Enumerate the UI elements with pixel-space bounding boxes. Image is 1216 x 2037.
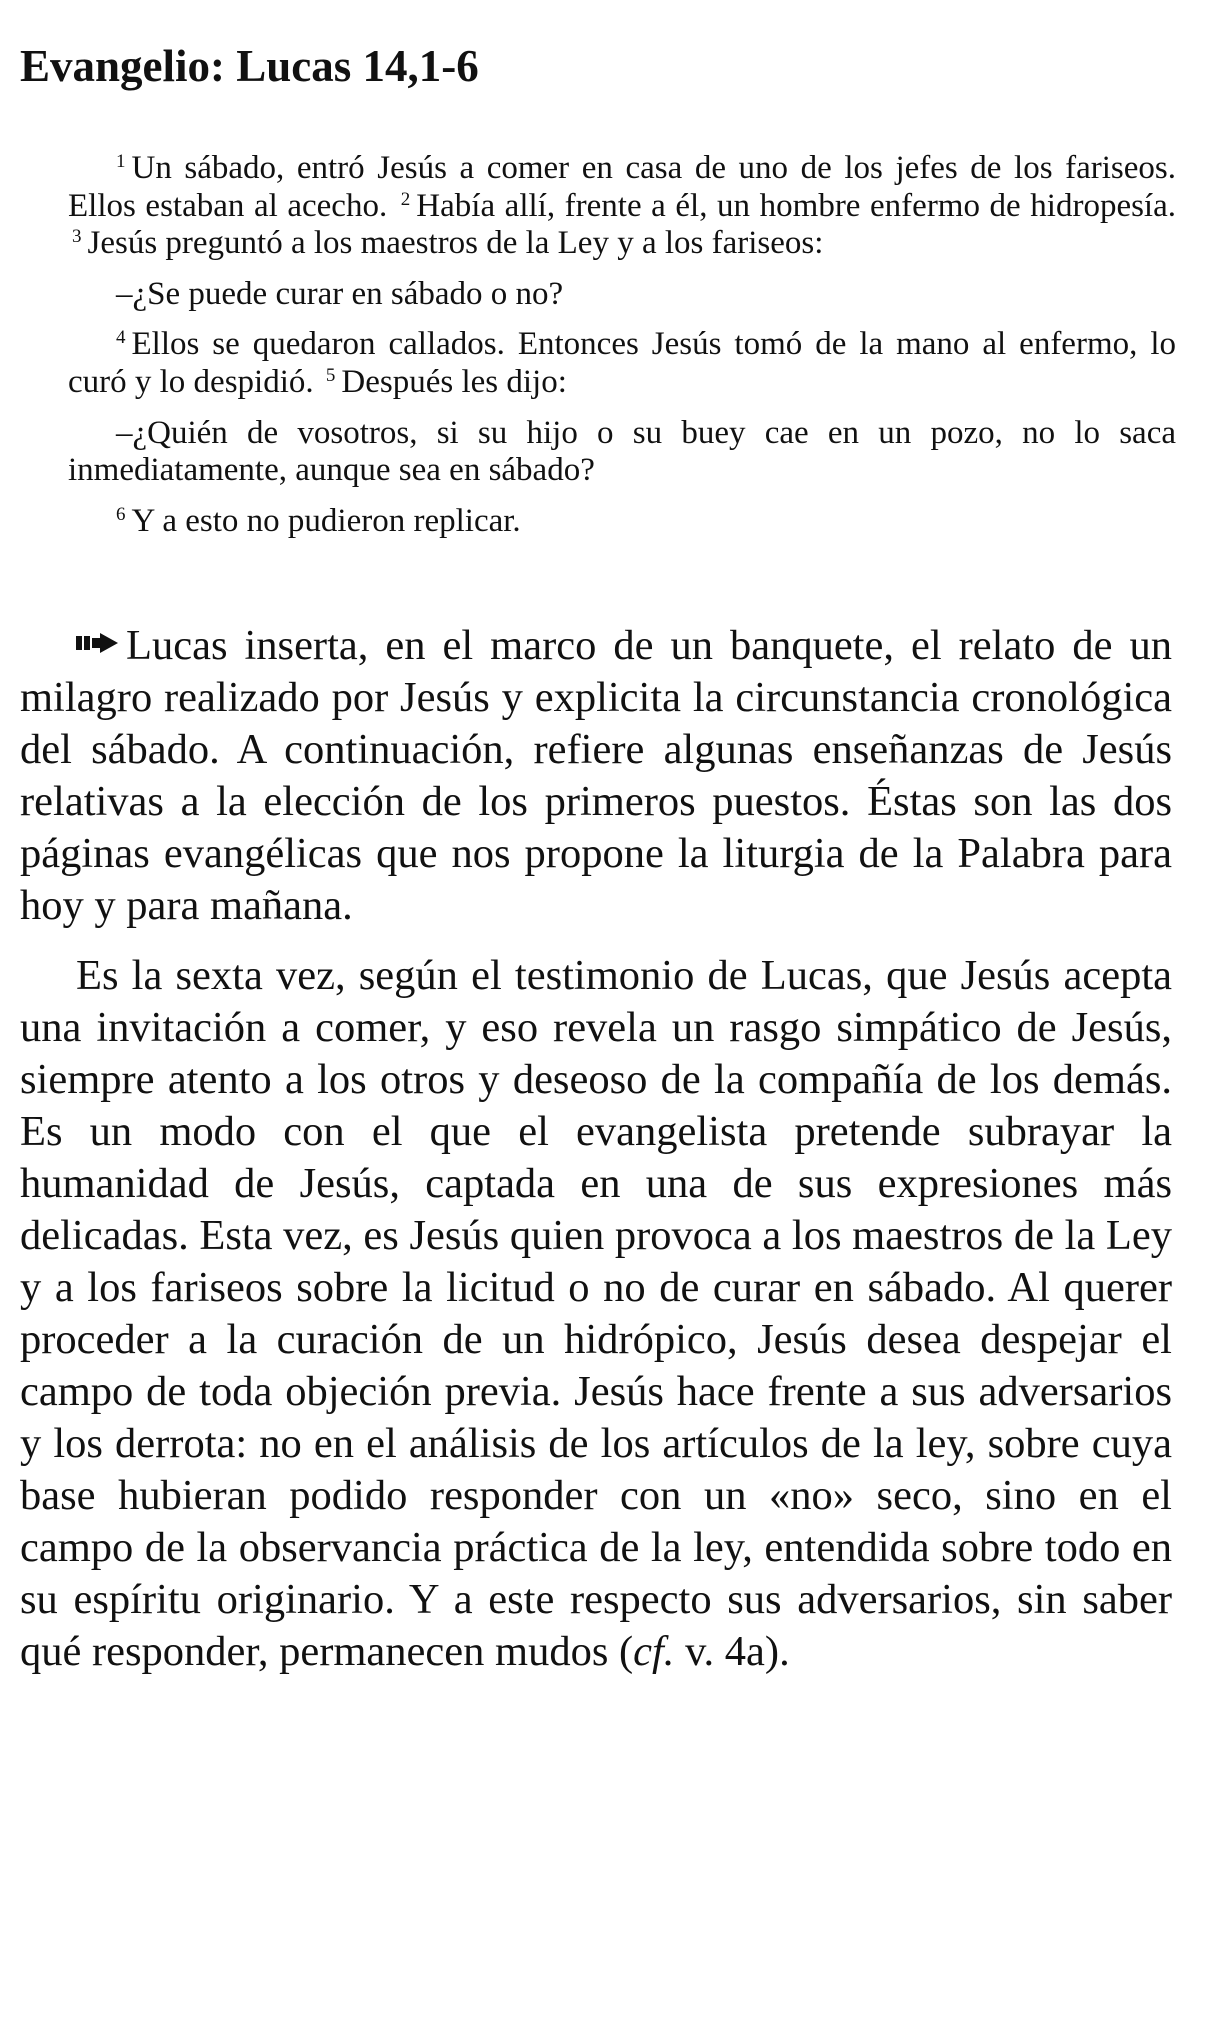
reading-paragraph-4: –¿Quién de vosotros, si su hijo o su buey cae en un pozo, no lo saca inmediatamente, aunque sea en sábado? [68,414,1176,489]
reading-paragraph-5 [68,503,1176,541]
reading-paragraph-1 [68,150,1176,263]
verse-number-3: 3 [72,226,82,248]
reading-paragraph-3 [68,326,1176,401]
verse-text-1: Un sábado, entró Jesús a comer en casa de uno de los jefes de los fariseos. Ellos estaban al acecho. [68,150,1176,224]
verse-text-6: Y a esto no pudieron replicar. [131,502,521,539]
verse-text-5: Después les dijo: [341,363,567,400]
verse-number-1: 1 [116,151,126,172]
verse-number-4: 4 [116,327,126,349]
page [20,38,1200,1696]
verse-text-3: Jesús preguntó a los maestros de la Ley y a los fariseos: [87,225,824,262]
commentary-paragraph-1 [20,620,1172,932]
commentary-paragraph-2 [20,950,1172,1678]
verse-number-2: 2 [400,188,411,210]
reading-paragraph-2: –¿Se puede curar en sábado o no? [116,275,564,312]
verse-number-5: 5 [325,364,336,386]
commentary-text-2: Es la sexta vez, según el testimonio de Lucas, que Jesús acepta una invitación a comer, y eso revela un rasgo simpático de Jesús, siempre atento a los otros y deseoso de la compañía de los demás. Es un modo con el que el evangelista pretende subrayar la humanidad de Jesús, captada en una de sus expresiones más delicadas. Esta vez, es Jesús quien provoca a los maestros de la Ley y a los fariseos sobre la licitud o no de curar en sábado. Al querer proceder a la curación de un hidrópico, Jesús desea despejar el campo de toda objeción previa. Jesús hace frente a sus adversarios y los derrota: no en el análisis de los artículos de la ley, sobre cuya base hubieran podido responder con un «no» seco, sino en el campo de la observancia práctica de la ley, entendida sobre todo en su espíritu originario. Y a este respecto sus adversarios, sin saber qué responder, permanecen mudos ( [20,952,1172,1676]
commentary-text-2-tail: v. 4a). [674,1628,790,1676]
verse-text-2: Había allí, frente a él, un hombre enfermo de hidropesía. [416,187,1176,224]
cf-abbreviation: cf. [633,1628,675,1676]
arrow-icon [76,633,118,653]
commentary [20,620,1172,1678]
commentary-text-1: Lucas inserta, en el marco de un banquete, el relato de un milagro realizado por Jesús y explicita la circunstancia cronológica del sábado. A continuación, refiere algunas enseñanzas de Jesús relativas a la elección de los primeros puestos. Éstas son las dos páginas evangélicas que nos propone la liturgia de la Palabra para hoy y para mañana. [20,622,1172,930]
gospel-reading [68,150,1176,540]
verse-number-6: 6 [116,503,126,525]
verse-text-4: Ellos se quedaron callados. Entonces Jesús tomó de la mano al enfermo, lo curó y lo despidió. [68,326,1176,400]
page-title: Evangelio: Lucas 14,1-6 [20,41,479,91]
